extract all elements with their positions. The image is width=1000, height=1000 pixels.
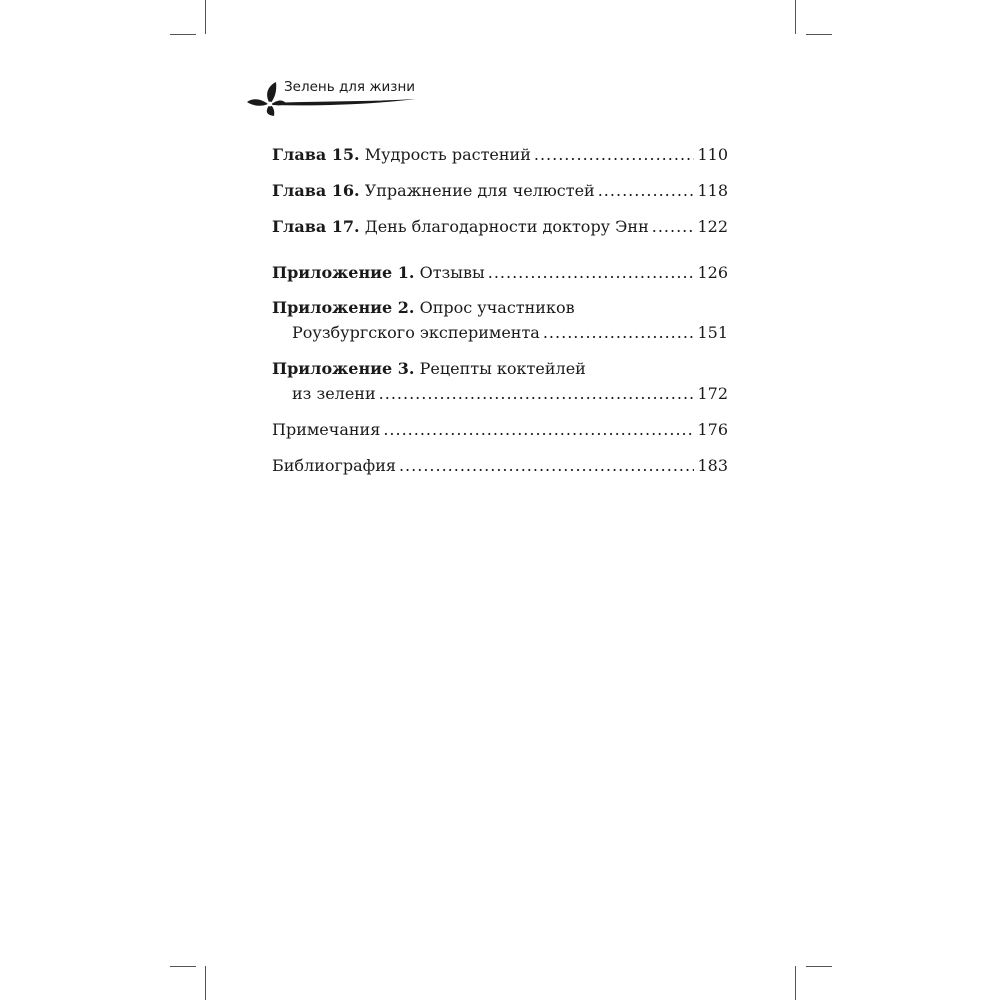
toc-entry-prefix: Глава 16.	[272, 181, 360, 200]
toc-entry-page: 176	[697, 420, 728, 439]
leader-dots	[488, 260, 695, 285]
toc-entry-title: Примечания	[272, 420, 381, 439]
toc-entry-chapter-17[interactable]	[272, 214, 728, 239]
toc-entry-appendix-3[interactable]	[272, 356, 728, 406]
toc-entry-page: 110	[697, 145, 728, 164]
toc-entry-appendix-1[interactable]	[272, 260, 728, 285]
toc-entry-prefix: Глава 15.	[272, 145, 360, 164]
crop-mark-top-left-vertical	[205, 0, 206, 34]
toc-entry-page: 151	[697, 323, 728, 342]
toc-entry-page: 126	[697, 263, 728, 282]
toc-entry-title: Упражнение для челюстей	[364, 181, 595, 200]
toc-entry-chapter-15[interactable]	[272, 142, 728, 167]
crop-mark-bottom-right-horizontal	[806, 966, 832, 967]
crop-mark-top-right-vertical	[795, 0, 796, 34]
toc-entry-page: 122	[697, 217, 728, 236]
crop-mark-bottom-right-vertical	[795, 966, 796, 1000]
crop-mark-top-right-horizontal	[806, 34, 832, 35]
leader-dots	[379, 381, 695, 406]
running-head	[246, 74, 426, 118]
toc-entry-appendix-2[interactable]	[272, 295, 728, 345]
running-title: Зелень для жизни	[284, 79, 416, 95]
toc-entry-title: Отзывы	[419, 263, 485, 282]
crop-mark-top-left-horizontal	[170, 34, 196, 35]
leader-dots	[534, 142, 695, 167]
leader-dots	[543, 320, 695, 345]
crop-mark-bottom-left-horizontal	[170, 966, 196, 967]
leader-dots	[383, 417, 694, 442]
toc-entry-title-continued: из зелени	[292, 384, 376, 403]
toc-entry-title-continued: Роузбургского эксперимента	[292, 323, 540, 342]
toc-entry-prefix: Глава 17.	[272, 217, 360, 236]
toc-entry-page: 183	[697, 456, 728, 475]
toc-entry-chapter-16[interactable]	[272, 178, 728, 203]
leaf-ornament-icon	[246, 82, 422, 116]
crop-mark-bottom-left-vertical	[205, 966, 206, 1000]
leader-dots	[652, 214, 695, 239]
leader-dots	[399, 453, 694, 478]
toc-entry-title: День благодарности доктору Энн	[364, 217, 649, 236]
toc-entry-prefix: Приложение 2.	[272, 298, 415, 317]
toc-entry-title: Рецепты коктейлей	[419, 359, 586, 378]
toc-entry-notes[interactable]	[272, 417, 728, 442]
toc-entry-page: 118	[697, 181, 728, 200]
leader-dots	[598, 178, 695, 203]
toc-entry-title: Библиография	[272, 456, 396, 475]
toc-entry-bibliography[interactable]	[272, 453, 728, 478]
toc-entry-prefix: Приложение 1.	[272, 263, 415, 282]
toc-entry-page: 172	[697, 384, 728, 403]
toc-entry-prefix: Приложение 3.	[272, 359, 415, 378]
table-of-contents	[272, 142, 728, 478]
toc-entry-title: Опрос участников	[419, 298, 575, 317]
toc-entry-title: Мудрость растений	[364, 145, 531, 164]
